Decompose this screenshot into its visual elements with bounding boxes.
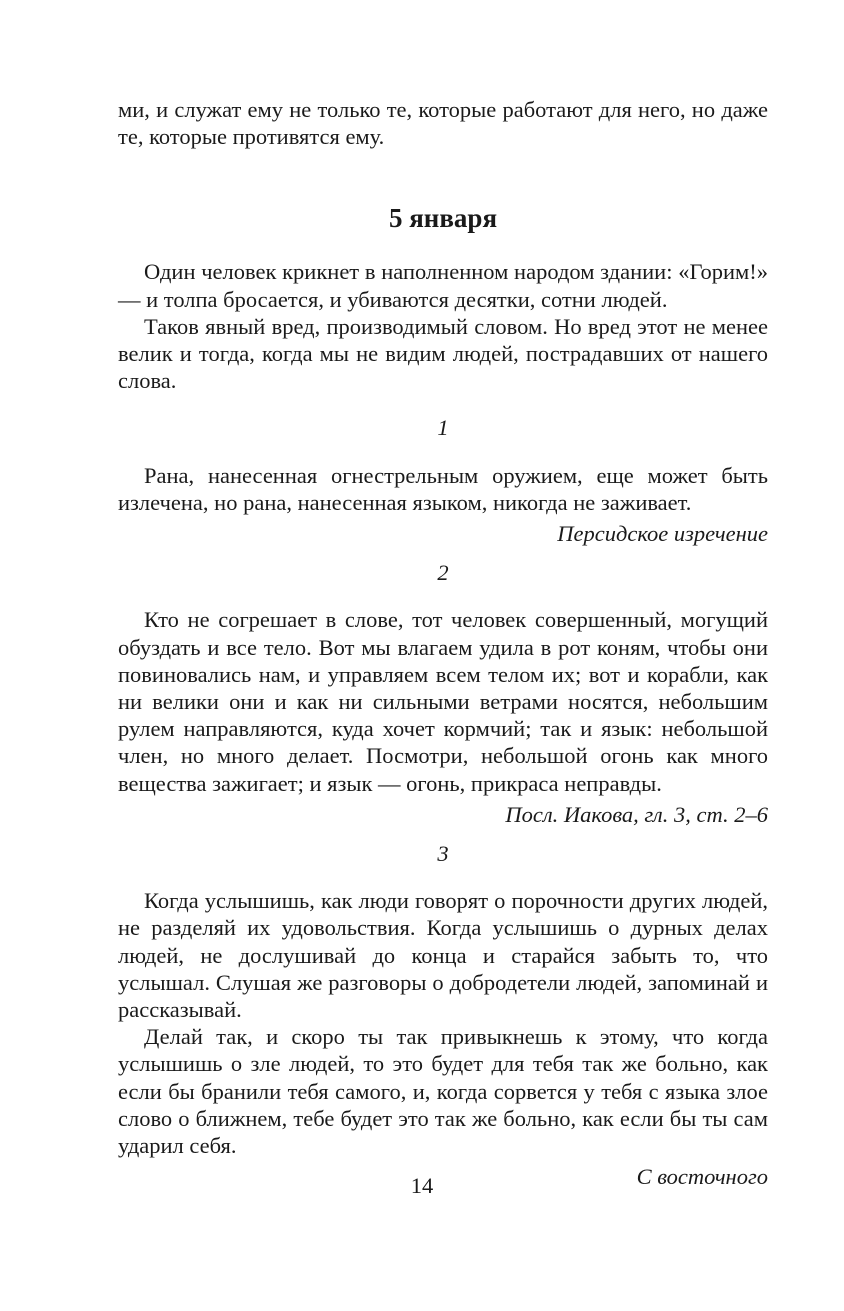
entry-2-attribution: Посл. Иакова, гл. 3, ст. 2–6 — [505, 801, 768, 827]
entry-number-2: 2 — [437, 560, 449, 586]
entry-3-paragraph-2: Делай так, и скоро ты так привыкнешь к этому, что когда услышишь о зле людей, то это будет для тебя так же больно, как если бы бранили тебя самого, и, когда сорвется у тебя с языка злое слово о ближнем, тебе будет это так же больно, как если бы ты сам ударил себя. — [118, 1024, 768, 1159]
entry-number-1: 1 — [437, 415, 449, 441]
section-date-heading: 5 января — [388, 203, 498, 234]
page-body — [118, 96, 768, 1191]
intro-paragraph-2: Таков явный вред, производимый словом. Но вред этот не менее велик и тогда, когда мы не видим людей, пострадавших от нашего слова. — [118, 313, 768, 394]
entry-3-attribution: С восточного — [636, 1164, 768, 1190]
continued-paragraph: ми, и служат ему не только те, которые работают для него, но даже те, которые противятся ему. — [118, 97, 768, 150]
entry-1-attribution: Персидское изречение — [557, 521, 768, 547]
entry-3-paragraph-1: Когда услышишь, как люди говорят о порочности других людей, не разделяй их удовольствия. Когда услышишь о дурных делах людей, не дослушивай до конца и старайся забыть то, что услышал. Слушая же разговоры о добродетели людей, запоминай и рассказывай. — [118, 888, 768, 1023]
intro-paragraph-1: Один человек крикнет в наполненном народом здании: «Горим!» — и толпа бросается, и убиваются десятки, сотни людей. — [118, 259, 768, 312]
entry-1-paragraph-1: Рана, нанесенная огнестрельным оружием, еще может быть излечена, но рана, нанесенная языком, никогда не заживает. — [118, 462, 768, 515]
entry-number-3: 3 — [437, 841, 449, 867]
entry-2-paragraph-1: Кто не согрешает в слове, тот человек совершенный, могущий обуздать и все тело. Вот мы влагаем удила в рот коням, чтобы они повиновались нам, и управляем всем телом их; вот и корабли, как ни велики они и как ни сильными ветрами носятся, небольшим рулем направляются, куда хочет кормчий; так и язык: небольшой член, но много делает. Посмотри, небольшой огонь как много вещества зажигает; и язык — огонь, прикраса неправды. — [118, 607, 768, 796]
page-number: 14 — [410, 1173, 434, 1198]
